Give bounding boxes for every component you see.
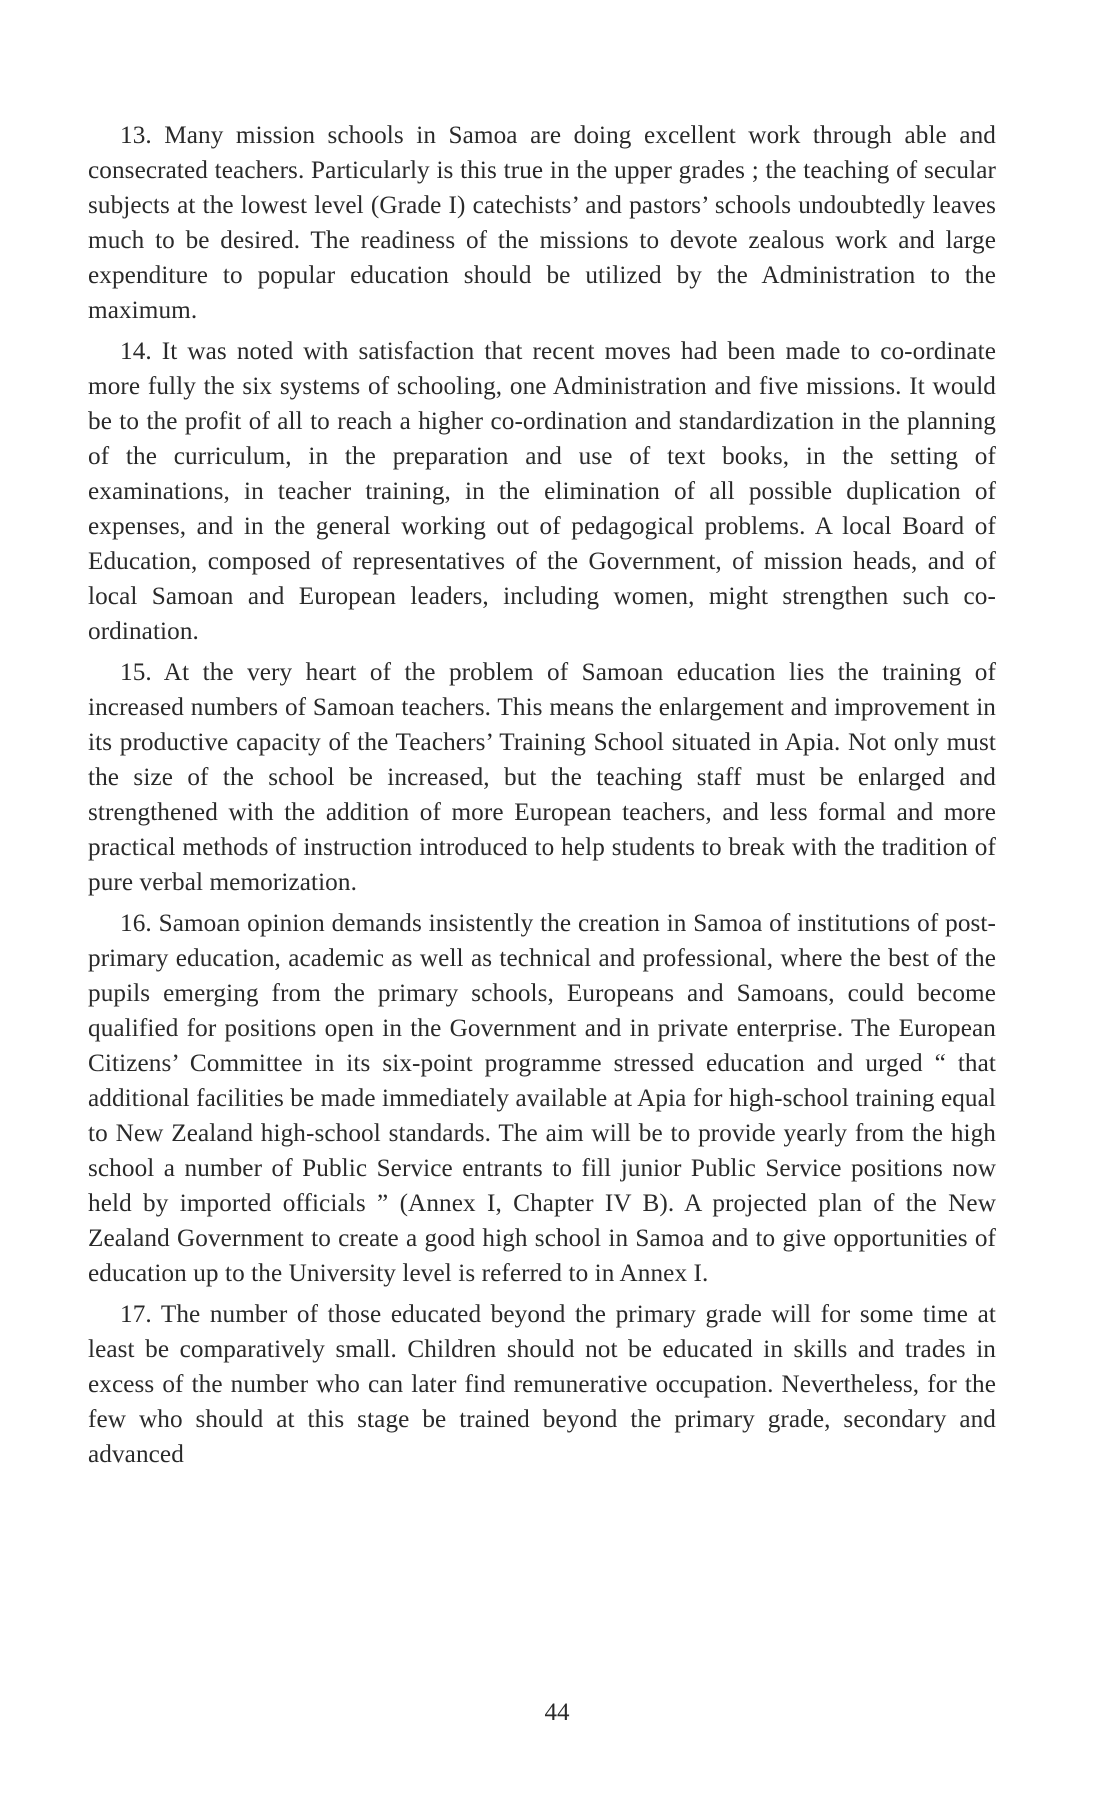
paragraph-13: 13. Many mission schools in Samoa are doing excellent work through able and consecrated teachers. Particularly is this true in the upper grades ; the teaching of secular subjects at the lowest level (Grade I) catechists’ and pastors’ schools undoubtedly leaves much to be desired. The readiness of the missions to devote zealous work and large expenditure to popular education should be utilized by the Administration to the maximum. [88,122,996,324]
body-text [88,118,996,1472]
page-number: 44 [544,1699,570,1726]
paragraph-16: 16. Samoan opinion demands insistently the creation in Samoa of institutions of post-primary education, academic as well as technical and professional, where the best of the pupils emerging from the primary schools, Europeans and Samoans, could become qualified for positions open in the Government and in private enterprise. The European Citizens’ Committee in its six-point programme stressed education and urged “ that additional facilities be made immediately available at Apia for high-school training equal to New Zealand high-school standards. The aim will be to provide yearly from the high school a number of Public Service entrants to fill junior Public Service positions now held by imported officials ” (Annex I, Chapter IV B). A projected plan of the New Zealand Government to create a good high school in Samoa and to give opportunities of education up to the University level is referred to in Annex I. [88,910,996,1287]
paragraph-15: 15. At the very heart of the problem of Samoan education lies the training of increased numbers of Samoan teachers. This means the enlargement and improvement in its productive capacity of the Teachers’ Training School situated in Apia. Not only must the size of the school be increased, but the teaching staff must be enlarged and strengthened with the addition of more European teachers, and less formal and more practical methods of instruction introduced to help students to break with the tradition of pure verbal memorization. [88,659,996,896]
paragraph-14: 14. It was noted with satisfaction that recent moves had been made to co-ordinate more fully the six systems of schooling, one Administration and five missions. It would be to the profit of all to reach a higher co-ordination and standardization in the planning of the curriculum, in the preparation and use of text books, in the setting of examinations, in teacher training, in the elimination of all possible duplication of expenses, and in the general working out of pedagogical problems. A local Board of Education, composed of representatives of the Government, of mission heads, and of local Samoan and European leaders, including women, might strengthen such co-ordination. [88,338,996,645]
paragraph-17: 17. The number of those educated beyond the primary grade will for some time at least be comparatively small. Children should not be educated in skills and trades in excess of the number who can later find remunerative occupation. Nevertheless, for the few who should at this stage be trained beyond the primary grade, secondary and advanced [88,1301,996,1468]
